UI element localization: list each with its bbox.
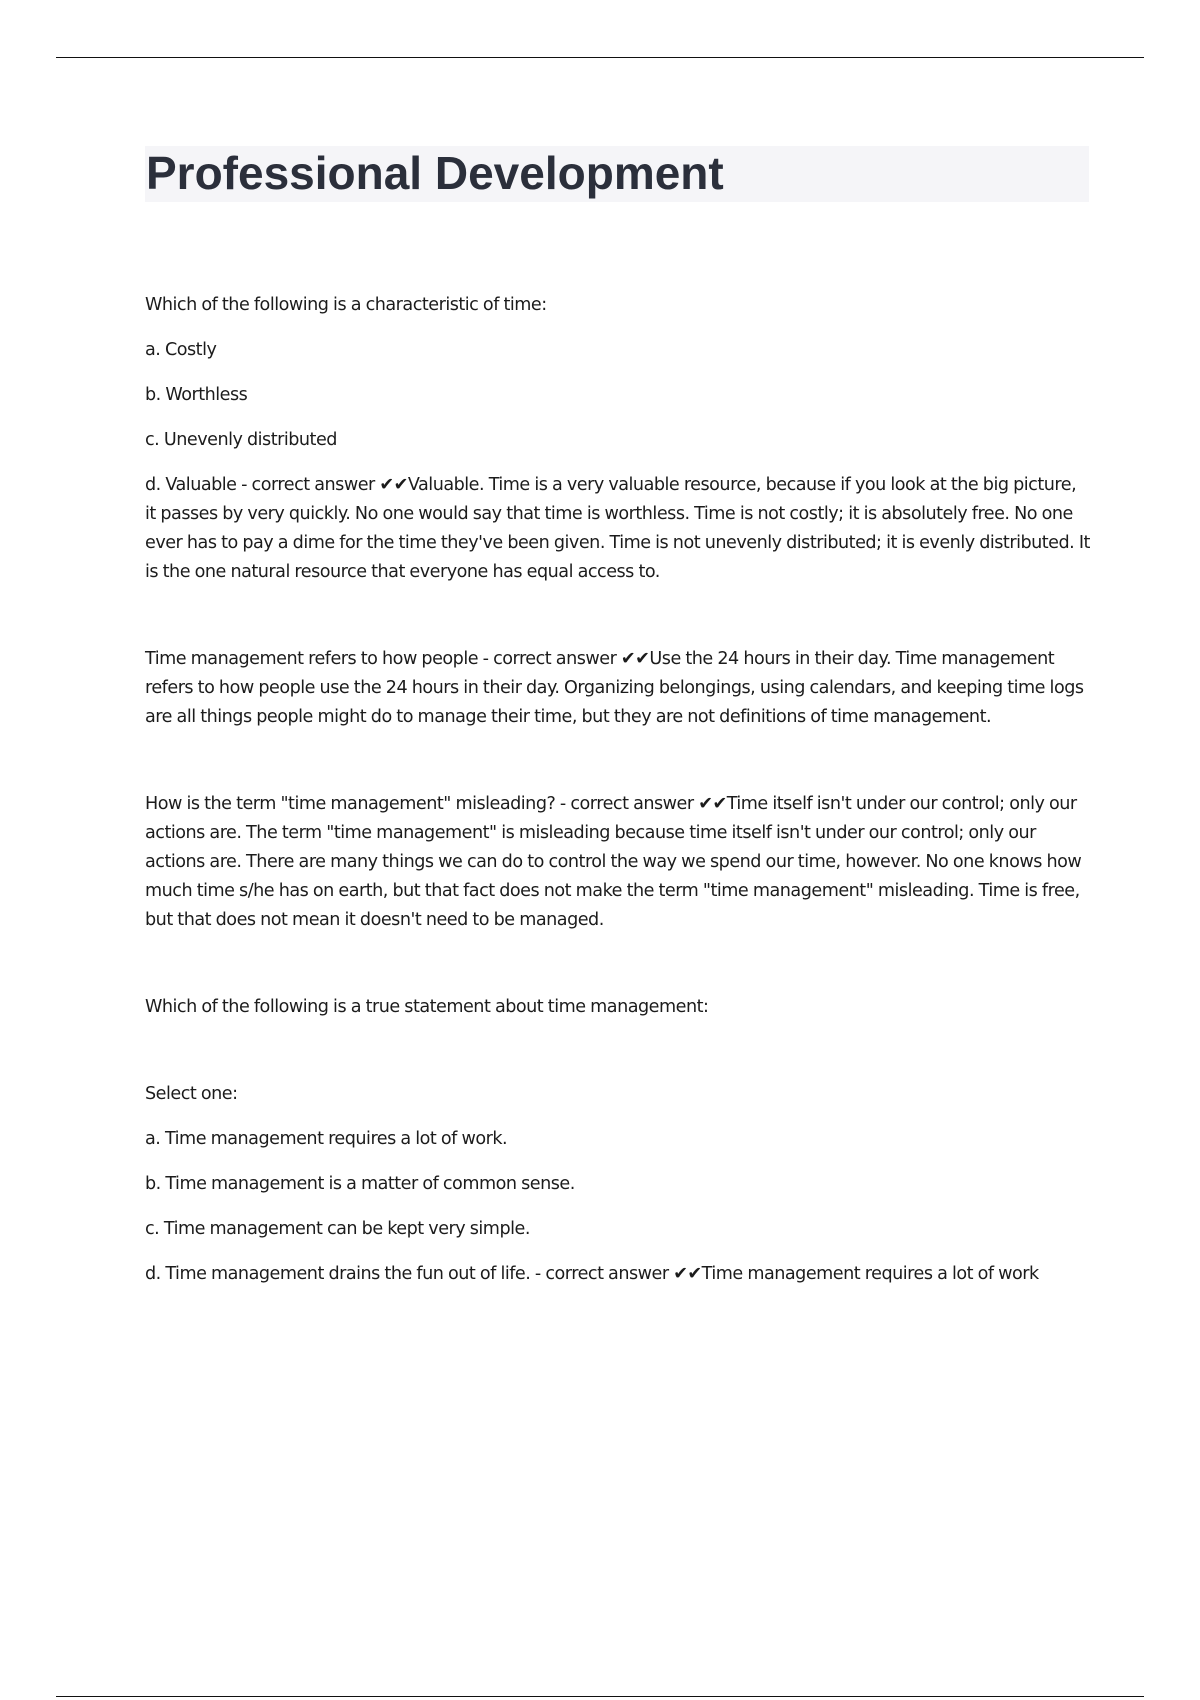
question-1-prompt: Which of the following is a characteristic of time: [145,295,547,315]
question-1-option-d-answer: d. Valuable - correct answer ✔✔Valuable. Time is a very valuable resource, because if you look at the big picture, it passes by very quickly. No one would say that time is worthless. Time is not costly; it is absolutely free. No one ever has to pay a dime for the time they've been given. Time is not unevenly distributed; it is evenly distributed. It is the one natural resource that everyone has equal access to. [145,475,1090,582]
question-1-option-c: c. Unevenly distributed [145,430,337,450]
question-4-option-c: c. Time management can be kept very simple. [145,1219,530,1239]
top-rule [56,57,1144,58]
question-4-instruction: Select one: [145,1084,238,1104]
question-1-option-a: a. Costly [145,340,217,360]
question-4-option-d-answer: d. Time management drains the fun out of life. - correct answer ✔✔Time management requires a lot of work [145,1264,1039,1284]
document-title: Professional Development [146,147,724,199]
question-4-option-b: b. Time management is a matter of common sense. [145,1174,575,1194]
question-4-prompt: Which of the following is a true statement about time management: [145,997,709,1017]
question-2-prompt-answer: Time management refers to how people - correct answer ✔✔Use the 24 hours in their day. Time management refers to how people use the 24 hours in their day. Organizing belongings, using calendars, and keeping time logs are all things people might do to manage their time, but they are not definitions of time management. [145,649,1084,727]
document-body [145,291,1090,1305]
question-3-prompt-answer: How is the term "time management" misleading? - correct answer ✔✔Time itself isn't under our control; only our actions are. The term "time management" is misleading because time itself isn't under our control; only our actions are. There are many things we can do to control the way we spend our time, however. No one knows how much time s/he has on earth, but that fact does not make the term "time management" misleading. Time is free, but that does not mean it doesn't need to be managed. [145,794,1082,930]
question-1-option-b: b. Worthless [145,385,248,405]
bottom-rule [56,1696,1144,1697]
question-4-option-a: a. Time management requires a lot of work. [145,1129,508,1149]
